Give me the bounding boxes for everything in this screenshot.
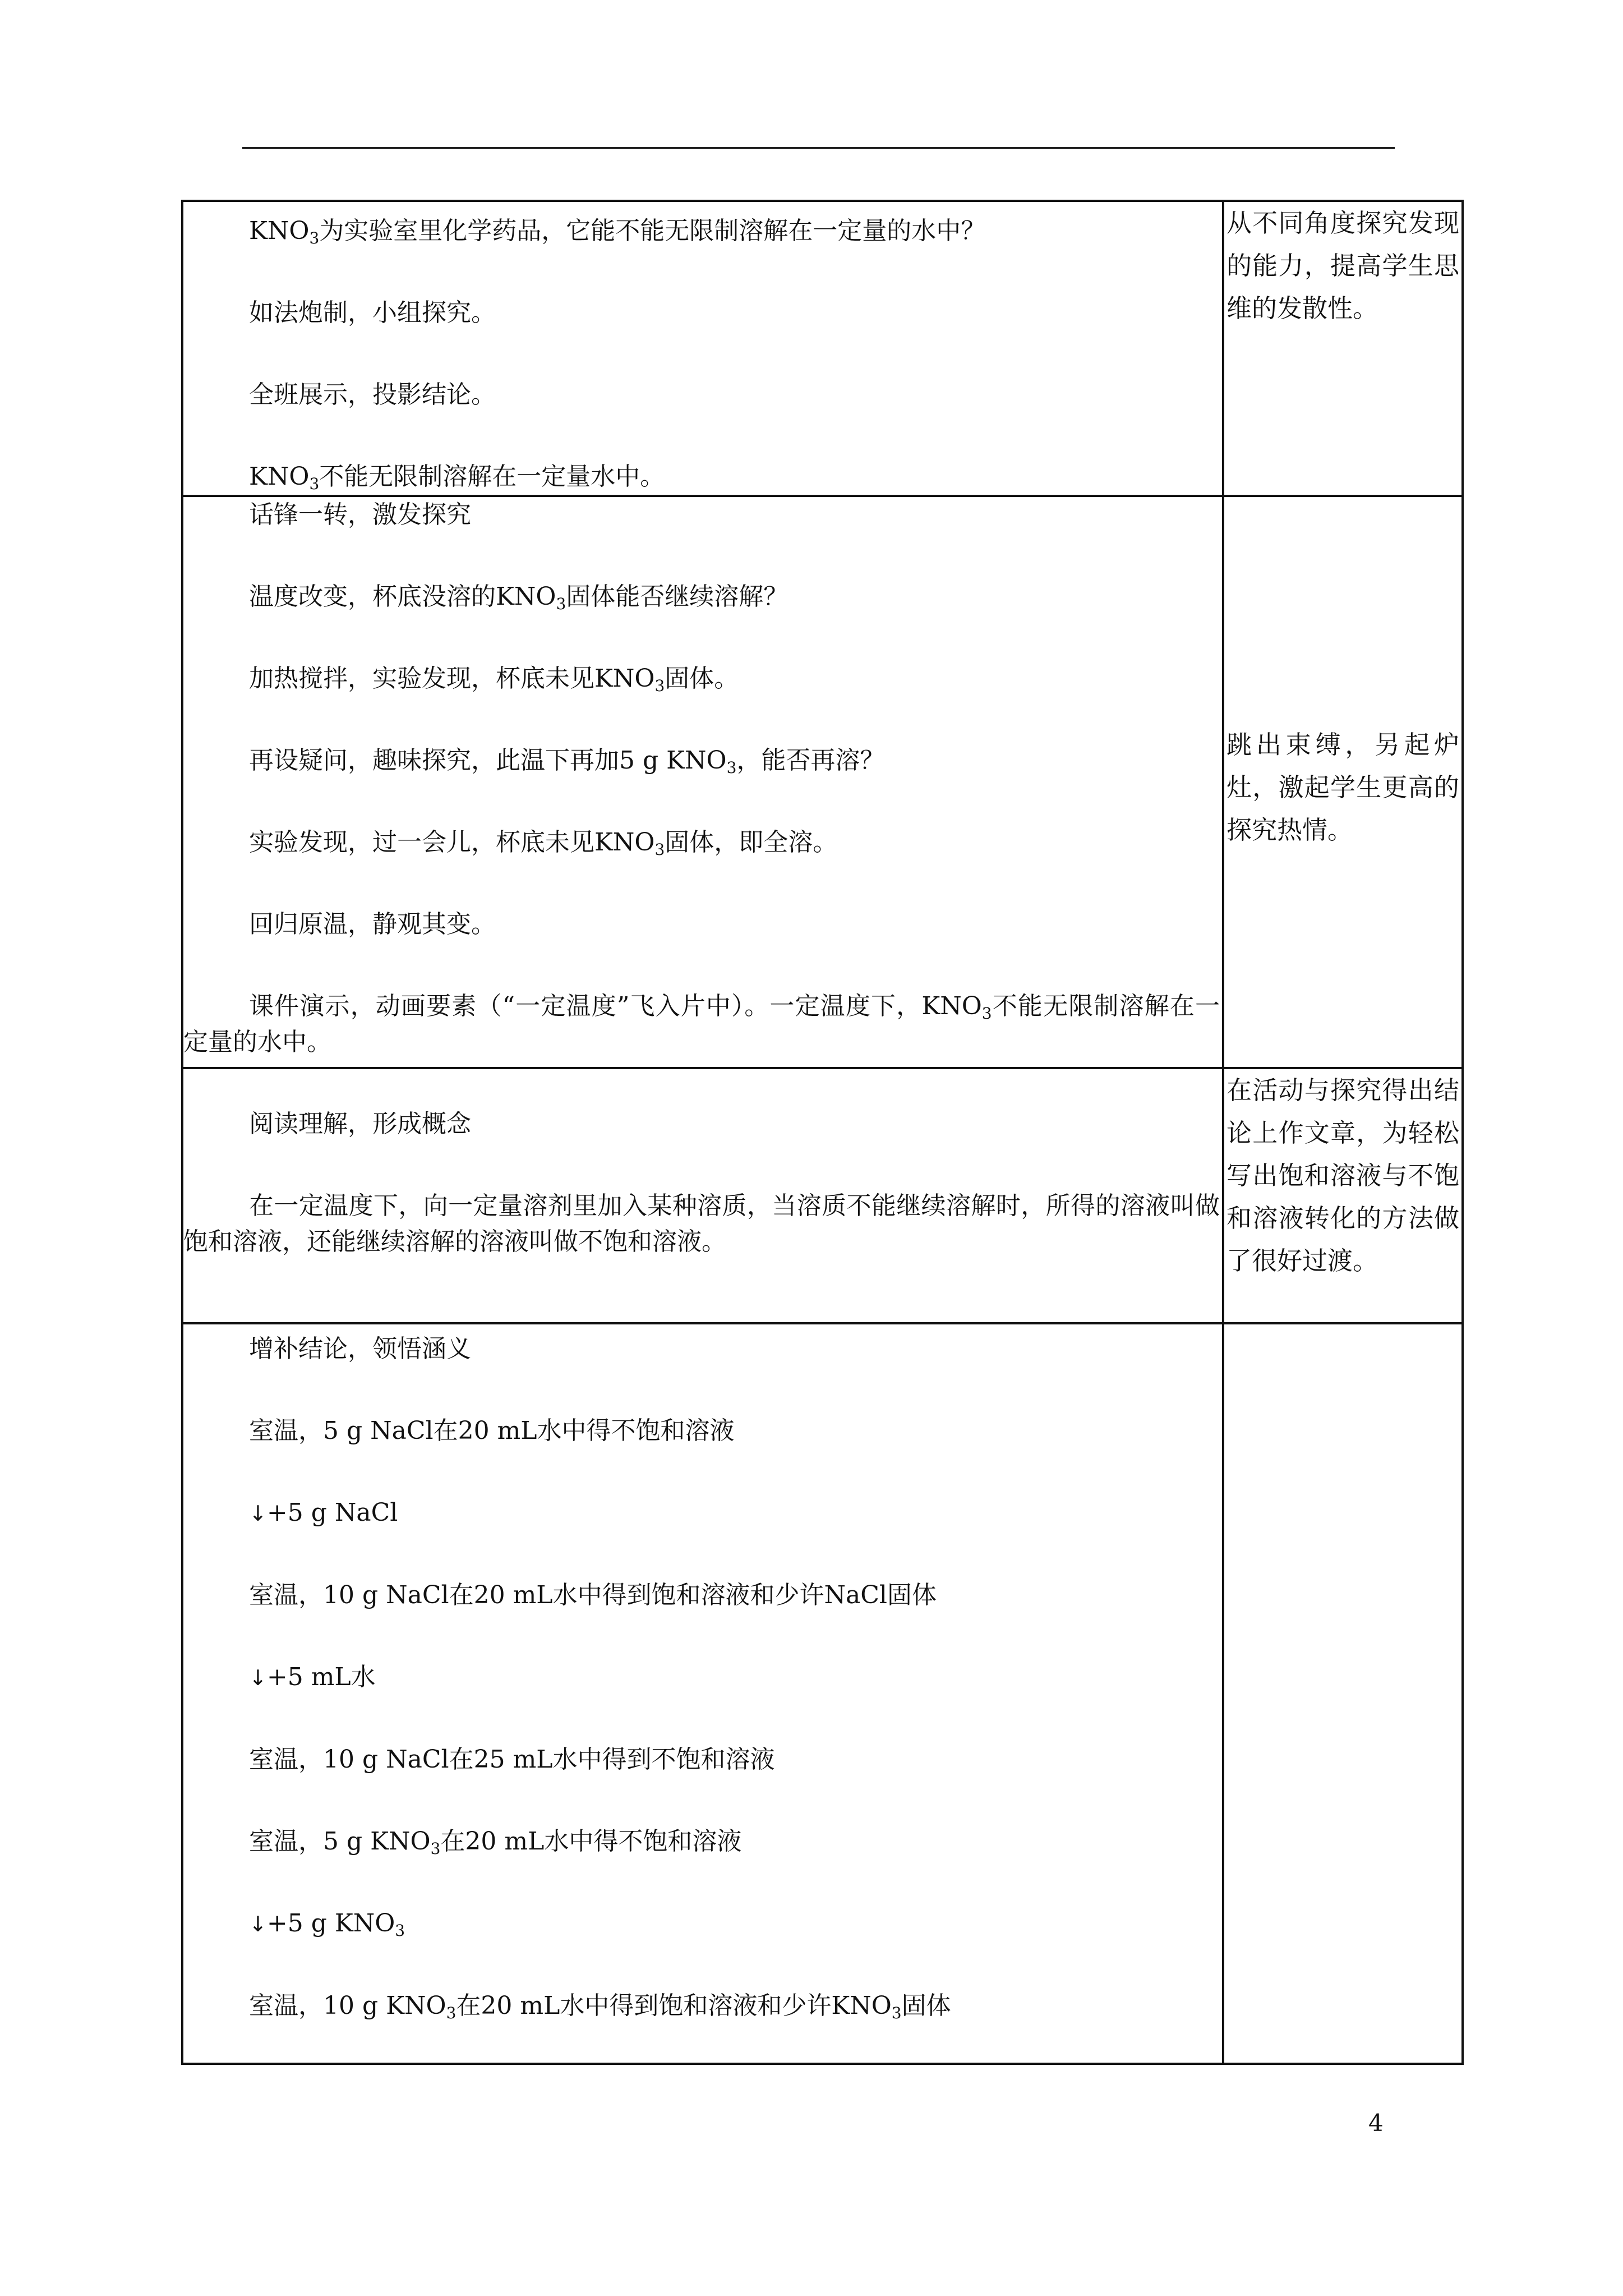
subscript: 3 xyxy=(654,677,665,695)
paragraph: 全班展示，投影结论。 xyxy=(249,380,496,409)
subscript: 3 xyxy=(654,840,665,859)
arrow-down-icon: ↓ xyxy=(249,1501,267,1526)
table-row xyxy=(182,1068,1463,1323)
subscript: 3 xyxy=(891,2004,902,2022)
side-cell xyxy=(1223,201,1463,496)
paragraph: 实验发现，过一会儿，杯底未见$KNO_3$固体，即全溶。 xyxy=(249,828,838,859)
header-rule xyxy=(242,147,1395,149)
step-label: +5 g NaCl xyxy=(266,1498,398,1527)
paragraph: 室温，10 g $KNO_3$在20 mL水中得到饱和溶液和少许$KNO_3$固体 xyxy=(249,1991,951,2022)
step-label: +5 g $KNO_3$ xyxy=(266,1909,405,1940)
main-cell xyxy=(182,496,1223,1068)
main-cell xyxy=(182,1068,1223,1323)
subscript: 3 xyxy=(430,1839,441,1858)
page-number: 4 xyxy=(1368,2109,1384,2137)
process-step xyxy=(183,1495,1222,1531)
step-label: +5 mL水 xyxy=(266,1663,376,1691)
side-note: 在活动与探究得出结论上作文章，为轻松写出饱和溶液与不饱和溶液转化的方法做了很好过渡。 xyxy=(1227,1075,1459,1276)
paragraph: $KNO_3$不能无限制溶解在一定量水中。 xyxy=(249,462,665,493)
paragraph: 增补结论，领悟涵义 xyxy=(249,1335,471,1363)
paragraph: 回归原温，静观其变。 xyxy=(249,910,496,938)
arrow-down-icon: ↓ xyxy=(249,1912,267,1936)
table-row xyxy=(182,1323,1463,2064)
paragraph: 温度改变，杯底没溶的$KNO_3$固体能否继续溶解？ xyxy=(249,582,789,613)
subscript: 3 xyxy=(446,2004,457,2022)
subscript: 3 xyxy=(556,595,566,613)
paragraph: 话锋一转，激发探究 xyxy=(249,500,471,529)
main-cell xyxy=(182,1323,1223,2064)
paragraph: 室温，10 g NaCl在25 mL水中得到不饱和溶液 xyxy=(249,1745,775,1774)
paragraph: 室温，10 g NaCl在20 mL水中得到饱和溶液和少许NaCl固体 xyxy=(249,1581,937,1609)
side-cell xyxy=(1223,1068,1463,1323)
subscript: 3 xyxy=(981,1004,992,1023)
side-cell xyxy=(1223,1323,1463,2064)
paragraph: 阅读理解，形成概念 xyxy=(249,1110,471,1138)
paragraph: 再设疑问，趣味探究，此温下再加5 g $KNO_3$，能否再溶？ xyxy=(249,746,885,777)
paragraph: 加热搅拌，实验发现，杯底未见$KNO_3$固体。 xyxy=(249,664,739,695)
lesson-table xyxy=(181,200,1464,2065)
paragraph: $KNO_3$为实验室里化学药品，它能不能无限制溶解在一定量的水中？ xyxy=(249,217,986,247)
process-step xyxy=(183,1659,1222,1696)
paragraph: 室温，5 g $KNO_3$在20 mL水中得不饱和溶液 xyxy=(249,1827,742,1858)
paragraph: 如法炮制，小组探究。 xyxy=(249,298,496,327)
side-cell xyxy=(1223,496,1463,1068)
main-cell xyxy=(182,201,1223,496)
paragraph: 室温，5 g NaCl在20 mL水中得不饱和溶液 xyxy=(249,1416,735,1445)
table-row xyxy=(182,496,1463,1068)
subscript: 3 xyxy=(309,475,320,493)
arrow-down-icon: ↓ xyxy=(249,1665,267,1690)
process-step xyxy=(183,1906,1222,1942)
subscript: 3 xyxy=(309,229,320,247)
side-note: 从不同角度探究发现的能力，提高学生思维的发散性。 xyxy=(1227,208,1459,323)
paragraph: 在一定温度下，向一定量溶剂里加入某种溶质，当溶质不能继续溶解时，所得的溶液叫做饱和溶液，还能继续溶解的溶液叫做不饱和溶液。 xyxy=(183,1191,1220,1256)
subscript: 3 xyxy=(395,1921,405,1940)
table-row xyxy=(182,201,1463,496)
subscript: 3 xyxy=(726,758,737,777)
side-note: 跳出束缚，另起炉灶，激起学生更高的探究热情。 xyxy=(1227,730,1459,845)
paragraph: 课件演示，动画要素（“一定温度”飞入片中）。一定温度下，$KNO_3$不能无限制溶解在一定量的水中。 xyxy=(183,992,1220,1056)
